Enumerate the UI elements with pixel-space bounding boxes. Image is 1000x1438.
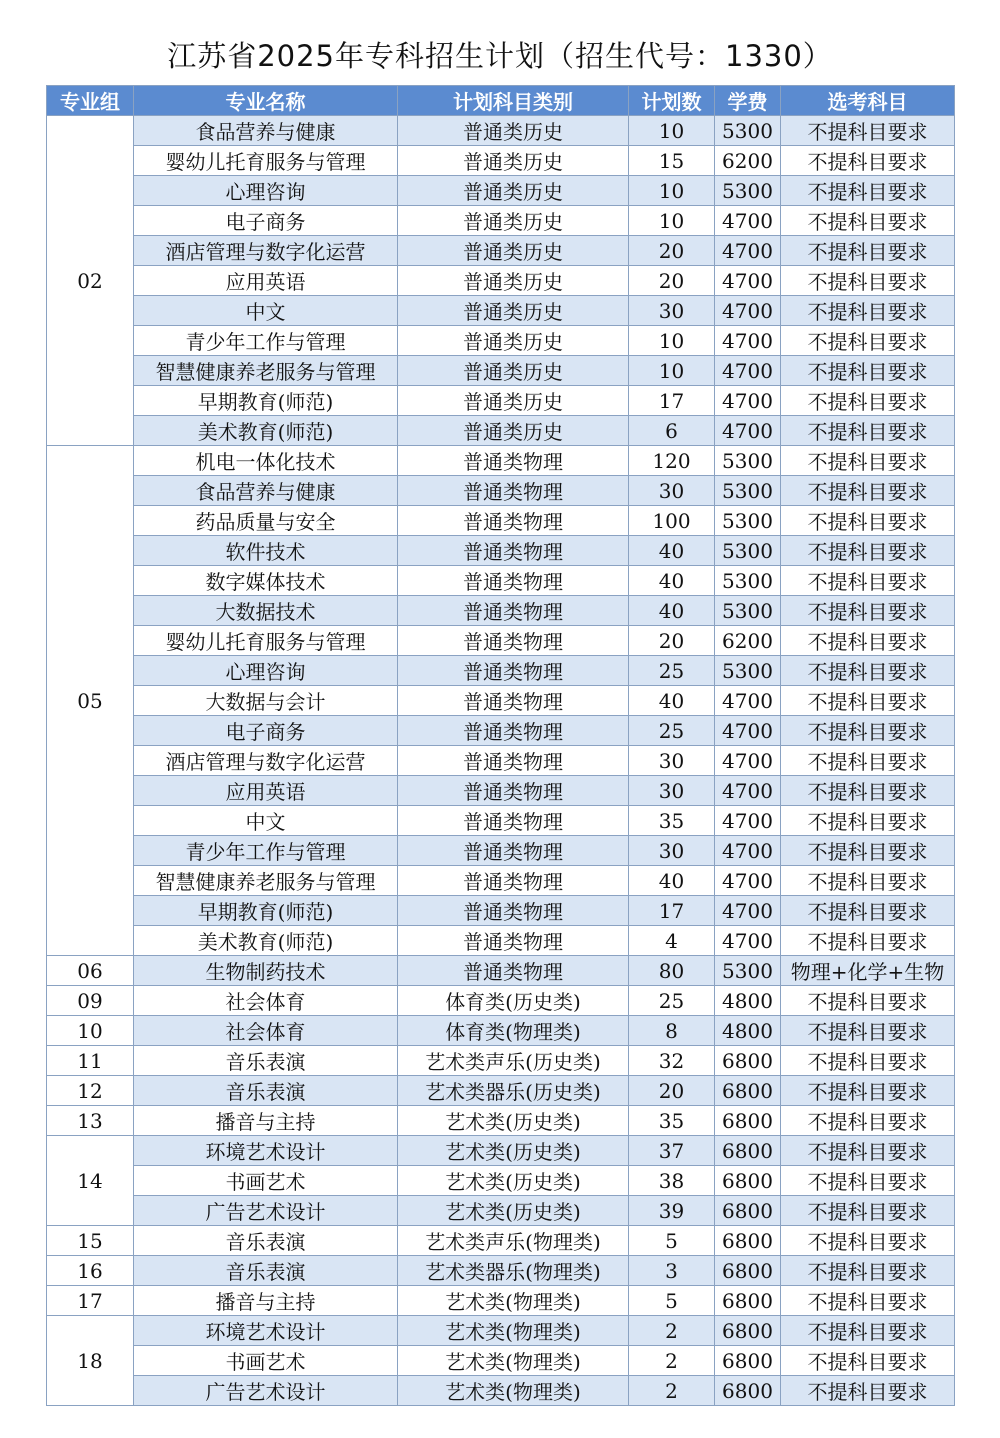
subject-category-cell: 普通类物理 [398,536,629,566]
subject-category-cell: 普通类物理 [398,746,629,776]
group-code-cell: 18 [47,1316,134,1406]
subject-category-cell: 艺术类(物理类) [398,1316,629,1346]
plan-count-cell: 35 [629,1106,715,1136]
plan-count-cell: 39 [629,1196,715,1226]
subject-category-cell: 艺术类(历史类) [398,1106,629,1136]
subject-category-cell: 艺术类(历史类) [398,1166,629,1196]
plan-count-cell: 17 [629,896,715,926]
major-name-cell: 音乐表演 [134,1256,398,1286]
table-row [47,1226,955,1256]
major-name-cell: 环境艺术设计 [134,1316,398,1346]
table-row [47,596,955,626]
plan-count-cell: 3 [629,1256,715,1286]
tuition-cell: 4700 [715,686,781,716]
elective-subjects-cell: 不提科目要求 [781,986,955,1016]
group-code-cell: 13 [47,1106,134,1136]
subject-category-cell: 艺术类器乐(历史类) [398,1076,629,1106]
tuition-cell: 5300 [715,536,781,566]
plan-count-cell: 2 [629,1316,715,1346]
major-name-cell: 广告艺术设计 [134,1376,398,1406]
plan-count-cell: 17 [629,386,715,416]
elective-subjects-cell: 不提科目要求 [781,866,955,896]
elective-subjects-cell: 不提科目要求 [781,1196,955,1226]
table-row [47,146,955,176]
major-name-cell: 大数据与会计 [134,686,398,716]
plan-count-cell: 25 [629,716,715,746]
elective-subjects-cell: 不提科目要求 [781,176,955,206]
table-row [47,1106,955,1136]
major-name-cell: 书画艺术 [134,1346,398,1376]
subject-category-cell: 艺术类声乐(物理类) [398,1226,629,1256]
tuition-cell: 4700 [715,896,781,926]
header-major-name: 专业名称 [134,86,398,116]
table-row [47,986,955,1016]
tuition-cell: 6800 [715,1346,781,1376]
subject-category-cell: 普通类历史 [398,236,629,266]
major-name-cell: 书画艺术 [134,1166,398,1196]
major-name-cell: 中文 [134,296,398,326]
tuition-cell: 4700 [715,776,781,806]
elective-subjects-cell: 不提科目要求 [781,116,955,146]
table-row [47,206,955,236]
major-name-cell: 环境艺术设计 [134,1136,398,1166]
table-row [47,446,955,476]
subject-category-cell: 普通类物理 [398,956,629,986]
plan-count-cell: 40 [629,596,715,626]
elective-subjects-cell: 不提科目要求 [781,1166,955,1196]
plan-count-cell: 2 [629,1346,715,1376]
tuition-cell: 6800 [715,1256,781,1286]
tuition-cell: 5300 [715,956,781,986]
table-row [47,896,955,926]
tuition-cell: 6200 [715,146,781,176]
elective-subjects-cell: 不提科目要求 [781,596,955,626]
table-row [47,386,955,416]
group-code-cell: 05 [47,446,134,956]
plan-count-cell: 30 [629,836,715,866]
major-name-cell: 美术教育(师范) [134,926,398,956]
major-name-cell: 应用英语 [134,776,398,806]
elective-subjects-cell: 不提科目要求 [781,656,955,686]
major-name-cell: 智慧健康养老服务与管理 [134,356,398,386]
plan-count-cell: 38 [629,1166,715,1196]
plan-count-cell: 40 [629,866,715,896]
subject-category-cell: 体育类(历史类) [398,986,629,1016]
tuition-cell: 4800 [715,1016,781,1046]
tuition-cell: 4700 [715,836,781,866]
elective-subjects-cell: 不提科目要求 [781,566,955,596]
elective-subjects-cell: 不提科目要求 [781,296,955,326]
subject-category-cell: 艺术类(物理类) [398,1286,629,1316]
elective-subjects-cell: 不提科目要求 [781,206,955,236]
table-row [47,1046,955,1076]
subject-category-cell: 普通类物理 [398,836,629,866]
plan-count-cell: 25 [629,656,715,686]
subject-category-cell: 普通类物理 [398,656,629,686]
header-plan-count: 计划数 [629,86,715,116]
elective-subjects-cell: 不提科目要求 [781,1136,955,1166]
elective-subjects-cell: 不提科目要求 [781,446,955,476]
subject-category-cell: 艺术类(物理类) [398,1346,629,1376]
group-code-cell: 15 [47,1226,134,1256]
table-row [47,686,955,716]
tuition-cell: 5300 [715,656,781,686]
plan-count-cell: 15 [629,146,715,176]
elective-subjects-cell: 不提科目要求 [781,806,955,836]
table-row [47,746,955,776]
subject-category-cell: 普通类物理 [398,446,629,476]
plan-count-cell: 40 [629,686,715,716]
elective-subjects-cell: 不提科目要求 [781,506,955,536]
plan-count-cell: 30 [629,476,715,506]
plan-count-cell: 30 [629,776,715,806]
plan-count-cell: 6 [629,416,715,446]
table-header-row [47,86,955,116]
subject-category-cell: 普通类物理 [398,626,629,656]
elective-subjects-cell: 不提科目要求 [781,536,955,566]
table-row [47,506,955,536]
elective-subjects-cell: 不提科目要求 [781,1256,955,1286]
header-subject-category: 计划科目类别 [398,86,629,116]
plan-count-cell: 100 [629,506,715,536]
table-row [47,1316,955,1346]
subject-category-cell: 普通类历史 [398,326,629,356]
table-row [47,1136,955,1166]
table-row [47,1196,955,1226]
table-row [47,656,955,686]
enrollment-plan-table [46,85,955,1406]
tuition-cell: 4700 [715,356,781,386]
subject-category-cell: 艺术类(物理类) [398,1376,629,1406]
elective-subjects-cell: 不提科目要求 [781,1316,955,1346]
plan-count-cell: 80 [629,956,715,986]
elective-subjects-cell: 不提科目要求 [781,776,955,806]
subject-category-cell: 普通类物理 [398,716,629,746]
group-code-cell: 02 [47,116,134,446]
tuition-cell: 4700 [715,806,781,836]
major-name-cell: 数字媒体技术 [134,566,398,596]
table-row [47,866,955,896]
group-code-cell: 12 [47,1076,134,1106]
tuition-cell: 6800 [715,1226,781,1256]
tuition-cell: 4800 [715,986,781,1016]
table-row [47,956,955,986]
plan-count-cell: 10 [629,206,715,236]
major-name-cell: 社会体育 [134,1016,398,1046]
plan-count-cell: 35 [629,806,715,836]
plan-count-cell: 20 [629,236,715,266]
table-row [47,1076,955,1106]
tuition-cell: 5300 [715,506,781,536]
table-row [47,626,955,656]
tuition-cell: 4700 [715,296,781,326]
subject-category-cell: 普通类物理 [398,806,629,836]
elective-subjects-cell: 不提科目要求 [781,1106,955,1136]
plan-count-cell: 10 [629,116,715,146]
elective-subjects-cell: 不提科目要求 [781,326,955,356]
table-row [47,836,955,866]
plan-count-cell: 120 [629,446,715,476]
tuition-cell: 4700 [715,386,781,416]
table-row [47,236,955,266]
table-row [47,1016,955,1046]
tuition-cell: 4700 [715,326,781,356]
table-row [47,356,955,386]
subject-category-cell: 普通类物理 [398,686,629,716]
elective-subjects-cell: 不提科目要求 [781,1076,955,1106]
header-tuition: 学费 [715,86,781,116]
table-row [47,1166,955,1196]
major-name-cell: 广告艺术设计 [134,1196,398,1226]
subject-category-cell: 普通类物理 [398,476,629,506]
major-name-cell: 音乐表演 [134,1226,398,1256]
elective-subjects-cell: 不提科目要求 [781,416,955,446]
group-code-cell: 16 [47,1256,134,1286]
elective-subjects-cell: 不提科目要求 [781,356,955,386]
tuition-cell: 5300 [715,446,781,476]
elective-subjects-cell: 不提科目要求 [781,1346,955,1376]
major-name-cell: 药品质量与安全 [134,506,398,536]
elective-subjects-cell: 不提科目要求 [781,686,955,716]
tuition-cell: 4700 [715,926,781,956]
elective-subjects-cell: 不提科目要求 [781,1016,955,1046]
table-row [47,296,955,326]
elective-subjects-cell: 不提科目要求 [781,1376,955,1406]
tuition-cell: 4700 [715,866,781,896]
major-name-cell: 食品营养与健康 [134,116,398,146]
subject-category-cell: 普通类物理 [398,896,629,926]
table-row [47,416,955,446]
table-row [47,806,955,836]
tuition-cell: 4700 [715,206,781,236]
tuition-cell: 5300 [715,566,781,596]
table-row [47,776,955,806]
elective-subjects-cell: 不提科目要求 [781,476,955,506]
plan-count-cell: 10 [629,176,715,206]
elective-subjects-cell: 不提科目要求 [781,746,955,776]
tuition-cell: 6800 [715,1286,781,1316]
tuition-cell: 6800 [715,1106,781,1136]
subject-category-cell: 普通类历史 [398,416,629,446]
tuition-cell: 4700 [715,266,781,296]
tuition-cell: 6800 [715,1076,781,1106]
subject-category-cell: 普通类历史 [398,146,629,176]
group-code-cell: 06 [47,956,134,986]
plan-count-cell: 20 [629,1076,715,1106]
table-row [47,566,955,596]
major-name-cell: 酒店管理与数字化运营 [134,236,398,266]
major-name-cell: 食品营养与健康 [134,476,398,506]
tuition-cell: 5300 [715,476,781,506]
major-name-cell: 大数据技术 [134,596,398,626]
elective-subjects-cell: 物理+化学+生物 [781,956,955,986]
major-name-cell: 播音与主持 [134,1286,398,1316]
elective-subjects-cell: 不提科目要求 [781,236,955,266]
major-name-cell: 青少年工作与管理 [134,326,398,356]
table-row [47,476,955,506]
subject-category-cell: 体育类(物理类) [398,1016,629,1046]
major-name-cell: 机电一体化技术 [134,446,398,476]
subject-category-cell: 普通类历史 [398,266,629,296]
table-row [47,116,955,146]
subject-category-cell: 普通类物理 [398,776,629,806]
major-name-cell: 播音与主持 [134,1106,398,1136]
subject-category-cell: 普通类物理 [398,926,629,956]
subject-category-cell: 普通类历史 [398,116,629,146]
plan-count-cell: 4 [629,926,715,956]
plan-count-cell: 10 [629,326,715,356]
elective-subjects-cell: 不提科目要求 [781,926,955,956]
major-name-cell: 电子商务 [134,716,398,746]
elective-subjects-cell: 不提科目要求 [781,386,955,416]
elective-subjects-cell: 不提科目要求 [781,626,955,656]
subject-category-cell: 普通类历史 [398,386,629,416]
elective-subjects-cell: 不提科目要求 [781,146,955,176]
major-name-cell: 中文 [134,806,398,836]
subject-category-cell: 普通类物理 [398,566,629,596]
tuition-cell: 5300 [715,176,781,206]
table-row [47,266,955,296]
table-row [47,716,955,746]
plan-count-cell: 5 [629,1226,715,1256]
major-name-cell: 青少年工作与管理 [134,836,398,866]
major-name-cell: 婴幼儿托育服务与管理 [134,626,398,656]
major-name-cell: 电子商务 [134,206,398,236]
elective-subjects-cell: 不提科目要求 [781,716,955,746]
plan-count-cell: 40 [629,536,715,566]
group-code-cell: 14 [47,1136,134,1226]
elective-subjects-cell: 不提科目要求 [781,836,955,866]
tuition-cell: 6200 [715,626,781,656]
plan-count-cell: 30 [629,296,715,326]
table-body [47,116,955,1406]
major-name-cell: 婴幼儿托育服务与管理 [134,146,398,176]
tuition-cell: 6800 [715,1316,781,1346]
table-row [47,1376,955,1406]
table-row [47,926,955,956]
tuition-cell: 4700 [715,716,781,746]
plan-count-cell: 2 [629,1376,715,1406]
major-name-cell: 早期教育(师范) [134,896,398,926]
elective-subjects-cell: 不提科目要求 [781,896,955,926]
subject-category-cell: 普通类历史 [398,356,629,386]
subject-category-cell: 艺术类器乐(物理类) [398,1256,629,1286]
group-code-cell: 10 [47,1016,134,1046]
elective-subjects-cell: 不提科目要求 [781,266,955,296]
subject-category-cell: 普通类物理 [398,866,629,896]
plan-count-cell: 5 [629,1286,715,1316]
tuition-cell: 6800 [715,1046,781,1076]
group-code-cell: 11 [47,1046,134,1076]
plan-count-cell: 30 [629,746,715,776]
tuition-cell: 6800 [715,1376,781,1406]
header-group: 专业组 [47,86,134,116]
plan-count-cell: 37 [629,1136,715,1166]
major-name-cell: 应用英语 [134,266,398,296]
major-name-cell: 社会体育 [134,986,398,1016]
table-row [47,176,955,206]
major-name-cell: 智慧健康养老服务与管理 [134,866,398,896]
plan-count-cell: 40 [629,566,715,596]
major-name-cell: 音乐表演 [134,1076,398,1106]
subject-category-cell: 普通类历史 [398,296,629,326]
table-row [47,326,955,356]
elective-subjects-cell: 不提科目要求 [781,1226,955,1256]
plan-count-cell: 32 [629,1046,715,1076]
table-row [47,536,955,566]
major-name-cell: 软件技术 [134,536,398,566]
group-code-cell: 09 [47,986,134,1016]
tuition-cell: 4700 [715,746,781,776]
major-name-cell: 生物制药技术 [134,956,398,986]
table-row [47,1286,955,1316]
major-name-cell: 心理咨询 [134,176,398,206]
subject-category-cell: 普通类历史 [398,206,629,236]
subject-category-cell: 艺术类(历史类) [398,1196,629,1226]
tuition-cell: 6800 [715,1196,781,1226]
major-name-cell: 音乐表演 [134,1046,398,1076]
plan-count-cell: 20 [629,266,715,296]
elective-subjects-cell: 不提科目要求 [781,1046,955,1076]
tuition-cell: 5300 [715,596,781,626]
plan-count-cell: 25 [629,986,715,1016]
tuition-cell: 6800 [715,1166,781,1196]
table-row [47,1346,955,1376]
tuition-cell: 4700 [715,236,781,266]
major-name-cell: 早期教育(师范) [134,386,398,416]
major-name-cell: 心理咨询 [134,656,398,686]
subject-category-cell: 普通类历史 [398,176,629,206]
major-name-cell: 酒店管理与数字化运营 [134,746,398,776]
tuition-cell: 5300 [715,116,781,146]
subject-category-cell: 普通类物理 [398,596,629,626]
plan-count-cell: 8 [629,1016,715,1046]
header-elective-subjects: 选考科目 [781,86,955,116]
subject-category-cell: 艺术类声乐(历史类) [398,1046,629,1076]
page-title: 江苏省2025年专科招生计划（招生代号：1330） [167,39,833,73]
major-name-cell: 美术教育(师范) [134,416,398,446]
tuition-cell: 4700 [715,416,781,446]
plan-count-cell: 10 [629,356,715,386]
subject-category-cell: 艺术类(历史类) [398,1136,629,1166]
plan-count-cell: 20 [629,626,715,656]
tuition-cell: 6800 [715,1136,781,1166]
subject-category-cell: 普通类物理 [398,506,629,536]
table-row [47,1256,955,1286]
elective-subjects-cell: 不提科目要求 [781,1286,955,1316]
group-code-cell: 17 [47,1286,134,1316]
